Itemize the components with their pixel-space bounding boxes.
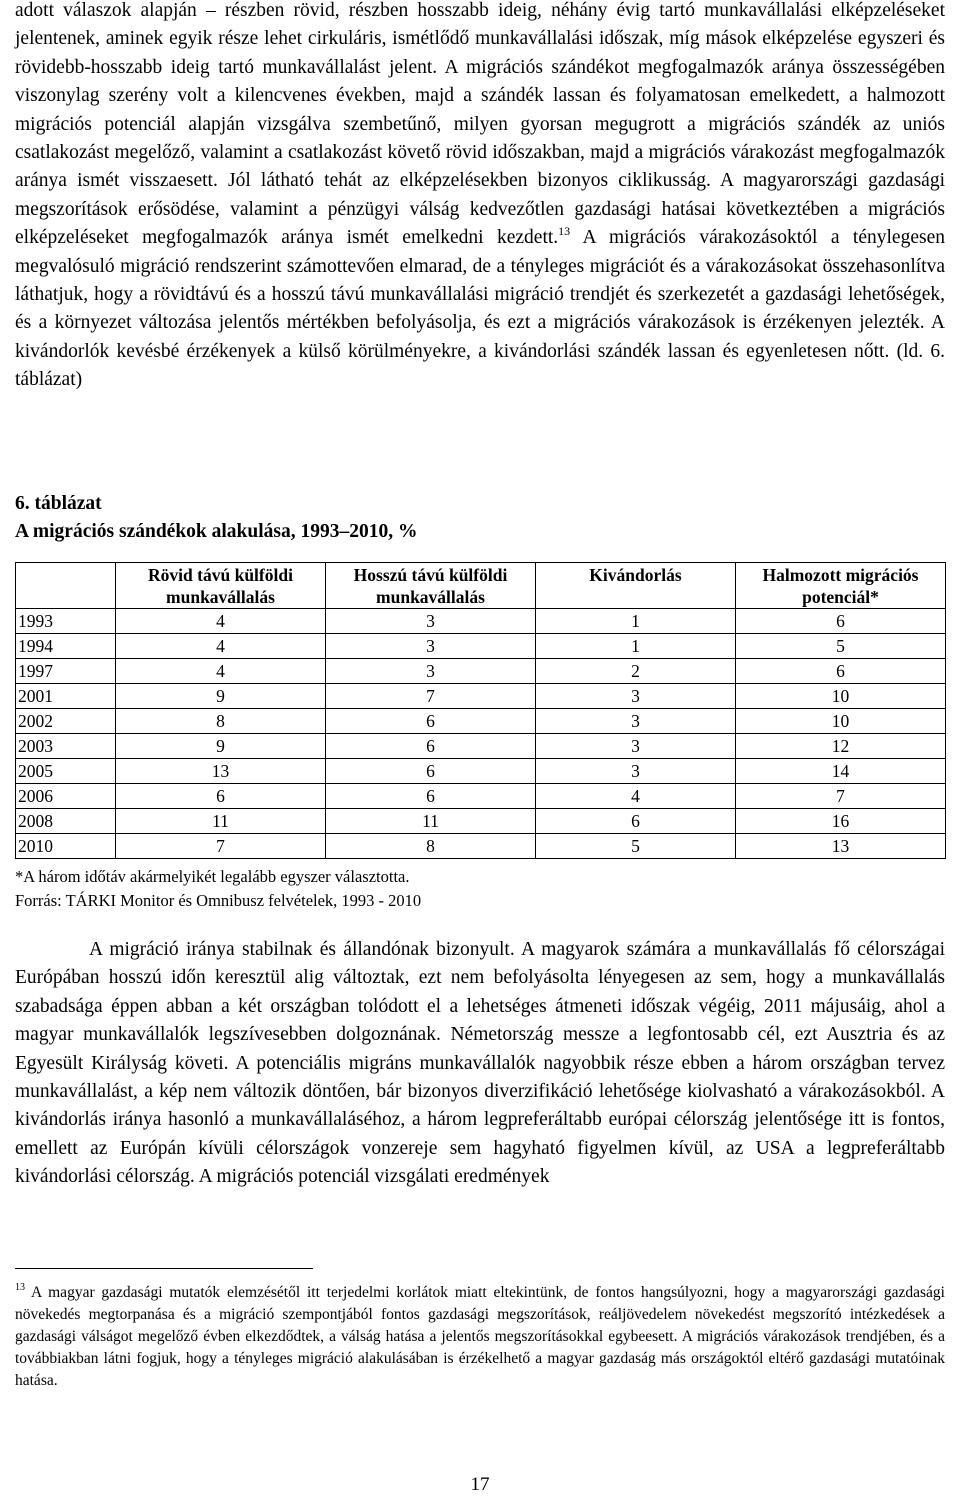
table-row [16, 784, 946, 809]
page-number: 17 [470, 1474, 490, 1495]
header-short-term: Rövid távú külföldi munkavállalás [116, 563, 326, 609]
cell-short-term: 4 [116, 609, 326, 634]
table-notes [15, 865, 421, 913]
cell-year: 2002 [16, 709, 116, 734]
cell-cumulative: 6 [736, 659, 946, 684]
table-row [16, 809, 946, 834]
cell-long-term: 3 [326, 609, 536, 634]
cell-cumulative: 10 [736, 709, 946, 734]
table-row [16, 659, 946, 684]
footnote [15, 1282, 945, 1392]
cell-long-term: 8 [326, 834, 536, 859]
cell-emigration: 4 [536, 784, 736, 809]
footnote-separator [15, 1268, 313, 1269]
cell-long-term: 3 [326, 659, 536, 684]
cell-year: 2010 [16, 834, 116, 859]
cell-short-term: 9 [116, 684, 326, 709]
cell-long-term: 6 [326, 784, 536, 809]
cell-year: 2001 [16, 684, 116, 709]
cell-short-term: 9 [116, 734, 326, 759]
table-row [16, 634, 946, 659]
cell-cumulative: 6 [736, 609, 946, 634]
cell-year: 2008 [16, 809, 116, 834]
migration-intentions-table [15, 562, 946, 859]
table-row [16, 734, 946, 759]
cell-emigration: 6 [536, 809, 736, 834]
intro-paragraph [15, 0, 945, 395]
cell-cumulative: 14 [736, 759, 946, 784]
cell-emigration: 1 [536, 634, 736, 659]
cell-cumulative: 10 [736, 684, 946, 709]
intro-text: adott válaszok alapján – részben rövid, részben hosszabb ideig, néhány évig tartó munkavállalási elképzeléseket jelentenek, aminek egyik része lehet cirkuláris, ismétlődő munkavállalási időszak, míg mások elképzelése egyszeri és rövidebb-hosszabb ideig tartó munkavállalást jelent. A migrációs szándékot megfogalmazók aránya összességében viszonylag szerény volt a kilencvenes években, majd a szándék lassan és folyamatosan emelkedett, a halmozott migrációs potenciál alapján vizsgálva szembetűnő, milyen gyorsan megugrott a migrációs szándék az uniós csatlakozást megelőző, valamint a csatlakozást követő rövid időszakban, majd a migrációs várakozást megfogalmazók aránya ismét visszaesett. Jól látható tehát az elképzelésekben bizonyos ciklikusság. A magyarországi gazdasági megszorítások erősödése, valamint a pénzügyi válság kedvezőtlen gazdasági hatásai következtében a migrációs elképzeléseket megfogalmazók aránya ismét emelkedni kezdett. [15, 0, 945, 249]
header-long-term: Hosszú távú külföldi munkavállalás [326, 563, 536, 609]
cell-emigration: 3 [536, 684, 736, 709]
cell-short-term: 8 [116, 709, 326, 734]
cell-cumulative: 5 [736, 634, 946, 659]
table-header-row [16, 563, 946, 609]
footnote-text: A magyar gazdasági mutatók elemzésétől itt terjedelmi korlátok miatt eltekintünk, de fontos hangsúlyozni, hogy a magyarországi gazdasági növekedés megtorpanása és a migráció szempontjából fontos gazdasági megszorítások, reáljövedelem növekedést megszorító intézkedések a gazdasági válságot megelőző évben elkezdődtek, a válság hatása a jelentős megszorításokkal egybeesett. A migrációs várakozások trendjében, és a továbbiakban látni fogjuk, hogy a tényleges migráció alakulásában is érzékelhető a magyar gazdaság más országoktól eltérő gazdasági mutatóinak hatása. [15, 1284, 945, 1389]
table-caption [15, 490, 945, 546]
cell-long-term: 3 [326, 634, 536, 659]
cell-emigration: 3 [536, 709, 736, 734]
cell-long-term: 6 [326, 759, 536, 784]
cell-long-term: 11 [326, 809, 536, 834]
cell-long-term: 7 [326, 684, 536, 709]
table-number: 6. táblázat [15, 493, 102, 514]
cell-short-term: 11 [116, 809, 326, 834]
cell-emigration: 3 [536, 759, 736, 784]
table-row [16, 834, 946, 859]
header-emigration: Kivándorlás [536, 563, 736, 609]
cell-year: 2006 [16, 784, 116, 809]
cell-long-term: 6 [326, 709, 536, 734]
cell-emigration: 5 [536, 834, 736, 859]
cell-year: 1994 [16, 634, 116, 659]
table-note: *A három időtáv akármelyikét legalább egyszer választotta. [15, 867, 410, 886]
table-title: A migrációs szándékok alakulása, 1993–2010, % [15, 521, 418, 542]
cell-emigration: 2 [536, 659, 736, 684]
cell-year: 1993 [16, 609, 116, 634]
cell-cumulative: 7 [736, 784, 946, 809]
table-row [16, 609, 946, 634]
cell-year: 2005 [16, 759, 116, 784]
cell-short-term: 4 [116, 659, 326, 684]
header-cumulative: Halmozott migrációs potenciál* [736, 563, 946, 609]
cell-cumulative: 16 [736, 809, 946, 834]
table-row [16, 684, 946, 709]
second-text: A migráció iránya stabilnak és állandónak bizonyult. A magyarok számára a munkavállalás fő célországai Európában hosszú időn keresztül alig változtak, ezt nem befolyásolta lényegesen az sem, hogy a munkavállalás szabadsága éppen abban a két országban tolódott el a lehetséges átmeneti időszak végéig, 2011 májusáig, ahol a magyar munkavállalók legszívesebben dolgoznának. Németország messze a legfontosabb cél, ezt Ausztria és az Egyesült Királyság követi. A potenciális migráns munkavállalók nagyobbik része ebben a három országban tervez munkavállalást, a kép nem változik döntően, bár bizonyos diverzifikáció lehetősége kiolvasható a várakozásokból. A kivándorlás iránya hasonló a munkavállaláséhoz, a három legpreferáltabb európai célország jelentősége itt is fontos, emellett az Európán kívüli célországok vonzereje sem hagyható figyelmen kívül, az USA a legpreferáltabb kivándorlási célország. A migrációs potenciál vizsgálati eredmények [15, 939, 945, 1188]
second-paragraph [15, 936, 945, 1192]
cell-emigration: 1 [536, 609, 736, 634]
cell-short-term: 7 [116, 834, 326, 859]
table-row [16, 759, 946, 784]
table-source: Forrás: TÁRKI Monitor és Omnibusz felvételek, 1993 - 2010 [15, 891, 422, 910]
header-year [16, 563, 116, 609]
cell-cumulative: 12 [736, 734, 946, 759]
cell-short-term: 13 [116, 759, 326, 784]
cell-short-term: 6 [116, 784, 326, 809]
footnote-number: 13 [15, 1282, 25, 1293]
cell-year: 2003 [16, 734, 116, 759]
cell-cumulative: 13 [736, 834, 946, 859]
cell-year: 1997 [16, 659, 116, 684]
table-row [16, 709, 946, 734]
footnote-reference[interactable]: 13 [558, 224, 571, 239]
cell-emigration: 3 [536, 734, 736, 759]
intro-text-continued: A migrációs várakozásoktól a ténylegesen megvalósuló migráció rendszerint számottevően elmarad, de a tényleges migrációt és a várakozásokat összehasonlítva láthatjuk, hogy a rövidtávú és a hosszú távú munkavállalási migráció trendjét és szerkezetét a gazdasági lehetőségek, és a környezet változása jelentős mértékben befolyásolja, és ezt a migrációs várakozások is érzékenyen jelezték. A kivándorlók kevésbé érzékenyek a külső körülményekre, a kivándorlási szándék lassan és egyenletesen nőtt. (ld. 6. táblázat) [15, 227, 945, 391]
cell-long-term: 6 [326, 734, 536, 759]
cell-short-term: 4 [116, 634, 326, 659]
